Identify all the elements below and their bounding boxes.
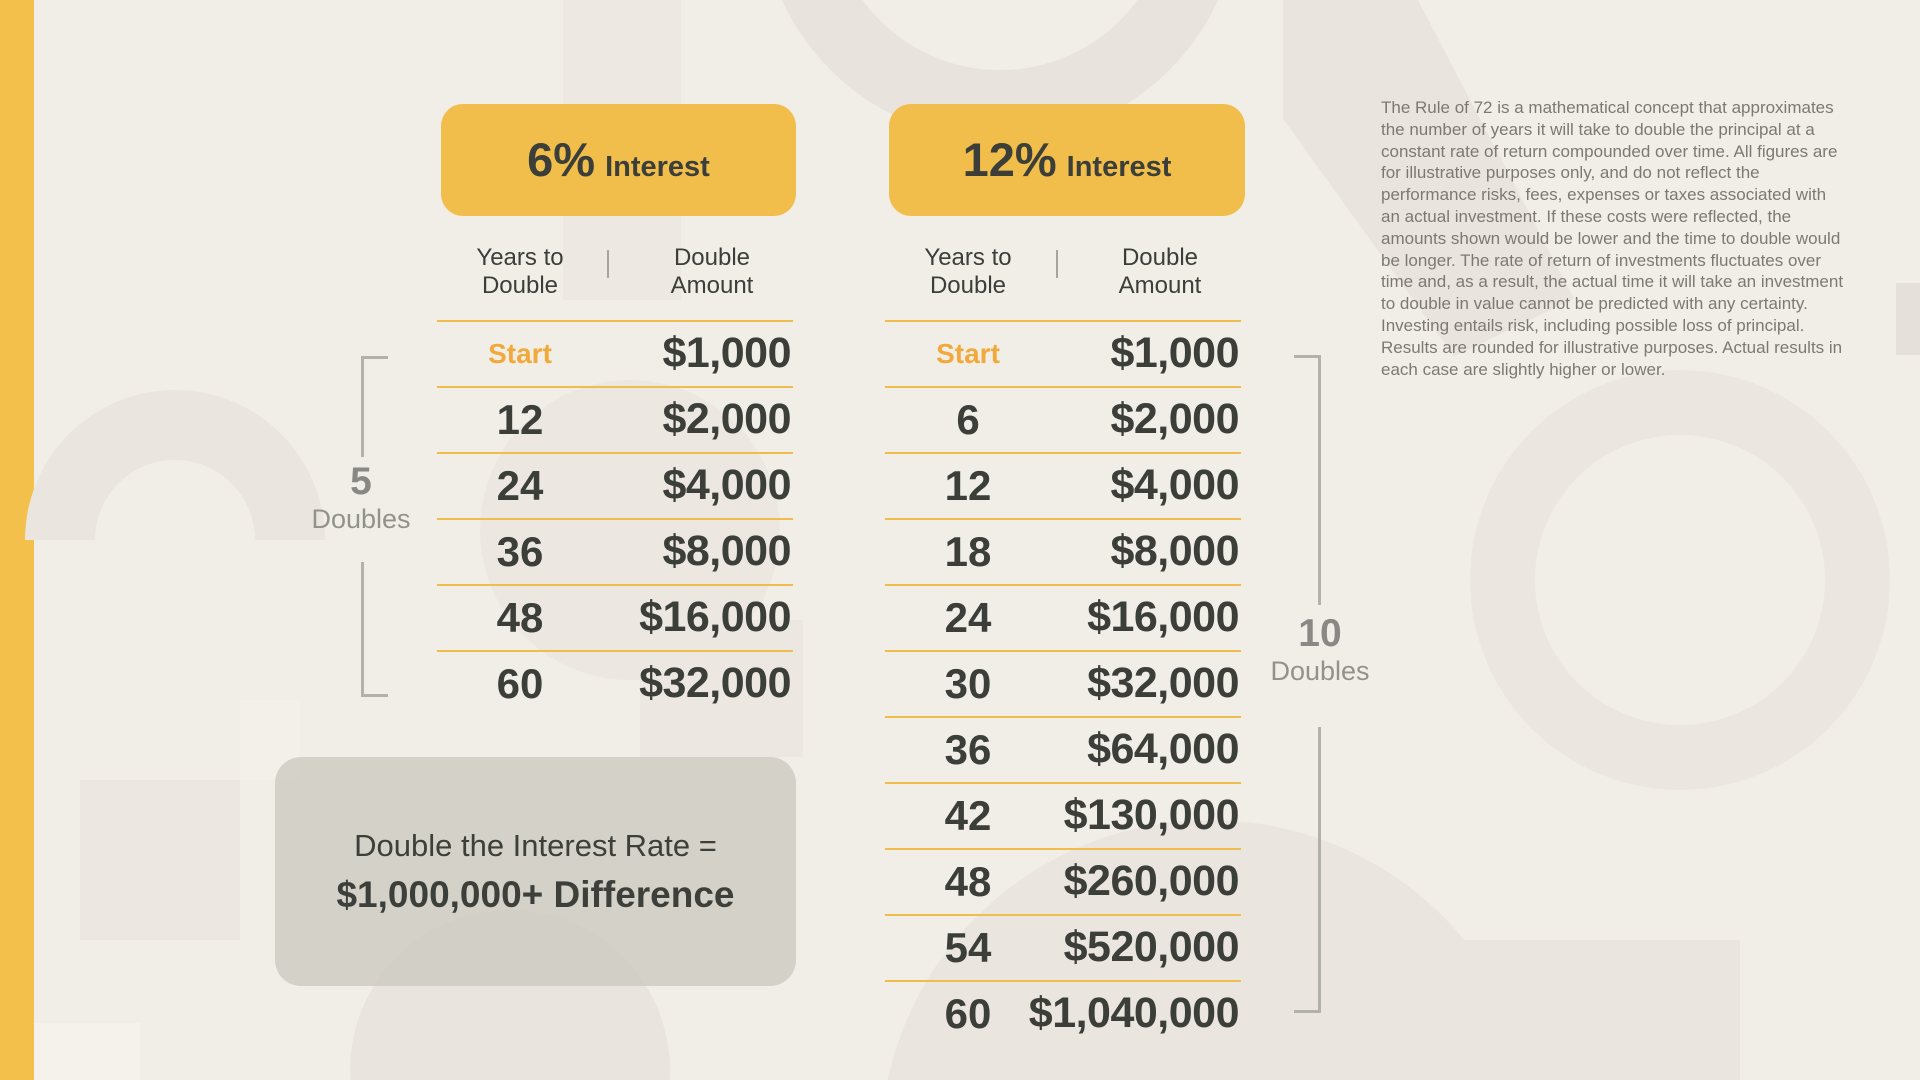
- difference-callout: [275, 757, 796, 986]
- amount-cell: $32,000: [1087, 659, 1239, 707]
- header-divider-12: [1056, 250, 1058, 278]
- table-row: [437, 320, 793, 386]
- doubles-word: Doubles: [311, 504, 411, 534]
- bracket-5-doubles-top: [361, 356, 388, 457]
- table-12-percent: [885, 320, 1241, 1046]
- years-cell: 48: [944, 857, 992, 905]
- bg-square-corner: [34, 1023, 140, 1080]
- label-5-doubles: [281, 462, 441, 534]
- table-row: [885, 650, 1241, 716]
- years-cell: Start: [488, 337, 552, 369]
- interest-word-label: Interest: [605, 151, 710, 183]
- interest-rate-label: 12%: [962, 133, 1057, 186]
- amount-cell: $1,000: [1110, 329, 1239, 377]
- disclaimer-text: The Rule of 72 is a mathematical concept that approximates the number of years it will take to double the principal at a constant rate of return compounded over time. All figures are for illustrative purposes only, and do not reflect the performance risks, fees, expenses or taxes associated with an actual investment. If these costs were reflected, the amounts shown would be lower and the time to double would be longer. The rate of return of investments fluctuates over time and, as a result, the actual time it will take an investment to double in value cannot be predicted with any certainty. Investing entails risk, including possible loss of principal. Results are rounded for illustrative purposes. Actual results in each case are slightly higher or lower.: [1381, 98, 1844, 379]
- amount-cell: $16,000: [1087, 593, 1239, 641]
- header-divider-6: [607, 250, 609, 278]
- amount-cell: $4,000: [662, 461, 791, 509]
- amount-cell: $8,000: [662, 527, 791, 575]
- table-row: [885, 518, 1241, 584]
- amount-cell: $520,000: [1063, 923, 1239, 971]
- table-row: [437, 650, 793, 716]
- table-row: [437, 584, 793, 650]
- years-cell: 24: [944, 593, 992, 641]
- table-row: [885, 386, 1241, 452]
- table-6-percent: [437, 320, 793, 716]
- years-cell: 12: [944, 461, 992, 509]
- years-cell: Start: [936, 337, 1000, 369]
- table-row: [437, 452, 793, 518]
- years-cell: 36: [944, 725, 992, 773]
- table-row: [885, 320, 1241, 386]
- table-row: [437, 386, 793, 452]
- amount-cell: $64,000: [1087, 725, 1239, 773]
- years-cell: 54: [944, 923, 992, 971]
- table-row: [885, 584, 1241, 650]
- table-row: [437, 518, 793, 584]
- doubles-count: 5: [350, 460, 372, 503]
- years-cell: 48: [496, 593, 544, 641]
- bracket-5-doubles-bottom: [361, 562, 388, 697]
- years-cell: 24: [496, 461, 544, 509]
- amount-cell: $260,000: [1063, 857, 1239, 905]
- callout-line1: Double the Interest Rate =: [354, 827, 717, 863]
- table-row: [885, 848, 1241, 914]
- years-cell: 36: [496, 527, 544, 575]
- years-cell: 12: [496, 395, 544, 443]
- amount-cell: $16,000: [639, 593, 791, 641]
- amount-cell: $2,000: [662, 395, 791, 443]
- bracket-10-doubles-bottom: [1294, 727, 1321, 1013]
- amount-cell: $8,000: [1110, 527, 1239, 575]
- col-header-amount-6: Double Amount: [670, 244, 754, 299]
- amount-cell: $1,040,000: [1028, 989, 1239, 1037]
- amount-cell: $130,000: [1063, 791, 1239, 839]
- bg-square: [80, 780, 240, 940]
- table-row: [885, 716, 1241, 782]
- years-cell: 18: [944, 527, 992, 575]
- bg-ring-right: [1470, 370, 1890, 790]
- callout-line2: $1,000,000+ Difference: [336, 873, 735, 915]
- bracket-10-doubles-top: [1294, 355, 1321, 605]
- col-header-years-12: Years to Double: [924, 244, 1012, 299]
- bg-edge-rect: [1896, 283, 1920, 355]
- interest-pill-6: [441, 104, 796, 216]
- bg-quarter-disc: [1360, 940, 1740, 1080]
- table-row: [885, 782, 1241, 848]
- table-row: [885, 914, 1241, 980]
- years-cell: 60: [496, 659, 544, 707]
- amount-cell: $32,000: [639, 659, 791, 707]
- interest-rate-label: 6%: [527, 133, 596, 186]
- doubles-word: Doubles: [1270, 656, 1370, 686]
- years-cell: 30: [944, 659, 992, 707]
- label-10-doubles: [1240, 614, 1400, 686]
- amount-cell: $4,000: [1110, 461, 1239, 509]
- col-header-years-6: Years to Double: [476, 244, 564, 299]
- left-accent-bar: [0, 0, 34, 1080]
- years-cell: 60: [944, 989, 992, 1037]
- amount-cell: $1,000: [662, 329, 791, 377]
- interest-word-label: Interest: [1066, 151, 1172, 183]
- years-cell: 6: [956, 395, 980, 443]
- table-row: [885, 452, 1241, 518]
- table-row: [885, 980, 1241, 1046]
- amount-cell: $2,000: [1110, 395, 1239, 443]
- doubles-count: 10: [1298, 612, 1342, 655]
- col-header-amount-12: Double Amount: [1118, 244, 1202, 299]
- years-cell: 42: [944, 791, 992, 839]
- interest-pill-12: [889, 104, 1245, 216]
